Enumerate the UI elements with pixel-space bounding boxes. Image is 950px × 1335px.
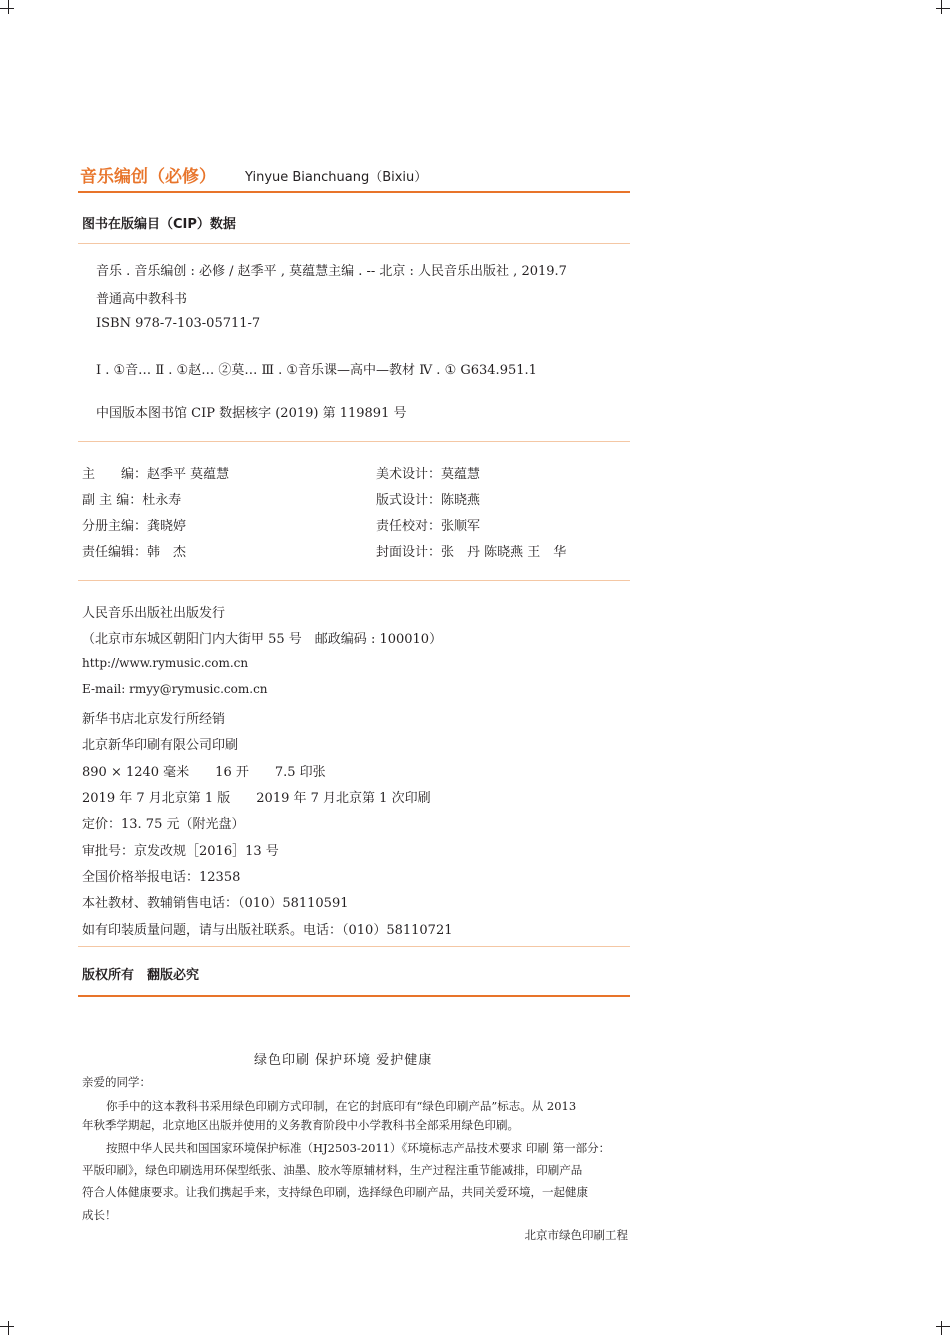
credit-label: 封面设计： [376, 545, 442, 560]
green-printing-line: 符合人体健康要求。让我们携起手来，支持绿色印刷，选择绿色印刷产品，共同关爱环境，一起健康 [82, 1185, 588, 1199]
credit-label: 美术设计： [376, 467, 442, 482]
credit-left-1 [82, 463, 229, 482]
green-printing-line: 年秋季学期起，北京地区出版并使用的义务教育阶段中小学教科书全部采用绿色印刷。 [82, 1118, 519, 1132]
cip-line-2: 普通高中教科书 [96, 292, 188, 307]
credit-value: 赵季平 莫蕴慧 [147, 467, 230, 482]
pub-line-quality-phone: 如有印装质量问题，请与出版社联系。电话：（010）58110721 [82, 923, 453, 938]
cip-line-1: 音乐 . 音乐编创 : 必修 / 赵季平 , 莫蕴慧主编 . -- 北京 : 人民音乐出版社 , 2019.7 [96, 264, 567, 279]
credits-rule [78, 580, 630, 581]
credit-value: 杜永寿 [142, 493, 182, 508]
credit-value: 张顺军 [441, 519, 481, 534]
green-printing-signature: 北京市绿色印刷工程 [524, 1228, 628, 1242]
credit-right-1 [376, 463, 480, 482]
pub-line-approval: 审批号：京发改规［2016］13 号 [82, 844, 279, 859]
crop-mark-bottom-left-h [0, 1326, 14, 1327]
credit-label: 责任编辑： [82, 545, 148, 560]
crop-mark-bottom-left-v [8, 1321, 9, 1335]
rights-rule [78, 995, 630, 997]
pub-line-email: E-mail: rmyy@rymusic.com.cn [82, 682, 268, 696]
book-title-chinese: 音乐编创（必修） [80, 167, 216, 187]
credit-value: 龚晓婷 [147, 519, 187, 534]
crop-mark-top-right-h [936, 8, 950, 9]
credit-value: 张 丹 陈晓燕 王 华 [441, 545, 567, 560]
credit-label: 责任校对： [376, 519, 442, 534]
cip-record: 中国版本图书馆 CIP 数据核字 (2019) 第 119891 号 [96, 406, 407, 421]
pub-line-format: 890 × 1240 毫米 16 开 7.5 印张 [82, 765, 326, 780]
pub-line-edition: 2019 年 7 月北京第 1 版 2019 年 7 月北京第 1 次印刷 [82, 791, 431, 806]
credit-label: 副 主 编： [82, 493, 143, 508]
publication-rule [78, 946, 630, 947]
green-printing-greeting: 亲爱的同学： [82, 1075, 151, 1089]
credit-value: 韩 杰 [147, 545, 187, 560]
pub-line-price-hotline: 全国价格举报电话：12358 [82, 870, 241, 885]
green-printing-line: 成长！ [82, 1208, 117, 1222]
credit-label: 版式设计： [376, 493, 442, 508]
cip-heading: 图书在版编目（CIP）数据 [82, 217, 236, 232]
credit-left-2 [82, 489, 181, 508]
credit-right-4 [376, 541, 566, 560]
credit-label: 主 编： [82, 467, 148, 482]
cip-classification: Ⅰ . ①音… Ⅱ . ①赵… ②莫… Ⅲ . ①音乐课—高中—教材 Ⅳ . ① G634.951.1 [96, 363, 537, 378]
pub-line-address: （北京市东城区朝阳门内大街甲 55 号 邮政编码 : 100010） [82, 632, 443, 647]
pub-line-printer: 北京新华印刷有限公司印刷 [82, 738, 239, 753]
title-rule [78, 191, 630, 193]
credit-right-2 [376, 489, 480, 508]
green-printing-title: 绿色印刷 保护环境 爱护健康 [254, 1053, 433, 1068]
green-printing-line: 按照中华人民共和国国家环境保护标准（HJ2503-2011）《环境标志产品技术要求 印刷 第一部分： [106, 1141, 611, 1155]
crop-mark-top-left-v [8, 0, 9, 14]
pub-line-publisher: 人民音乐出版社出版发行 [82, 606, 226, 621]
pub-line-sales-phone: 本社教材、教辅销售电话：（010）58110591 [82, 896, 349, 911]
cip-rule [78, 441, 630, 442]
pub-line-website: http://www.rymusic.com.cn [82, 656, 249, 670]
credit-left-4 [82, 541, 186, 560]
rights-notice: 版权所有 翻版必究 [82, 968, 200, 983]
cip-isbn: ISBN 978-7-103-05711-7 [96, 316, 261, 331]
book-title-pinyin: Yinyue Bianchuang（Bixiu） [245, 170, 428, 185]
crop-mark-top-right-v [941, 0, 942, 14]
green-printing-line: 你手中的这本教科书采用绿色印刷方式印制，在它的封底印有“绿色印刷产品”标志。从 2013 [106, 1099, 577, 1113]
credit-right-3 [376, 515, 480, 534]
credit-label: 分册主编： [82, 519, 148, 534]
credit-value: 陈晓燕 [441, 493, 481, 508]
pub-line-distributor: 新华书店北京发行所经销 [82, 712, 226, 727]
credit-value: 莫蕴慧 [441, 467, 481, 482]
crop-mark-bottom-right-h [936, 1326, 950, 1327]
credit-left-3 [82, 515, 186, 534]
cip-heading-rule [78, 243, 630, 244]
crop-mark-bottom-right-v [941, 1321, 942, 1335]
crop-mark-top-left-h [0, 8, 14, 9]
pub-line-price: 定价：13. 75 元（附光盘） [82, 817, 245, 832]
green-printing-line: 平版印刷》，绿色印刷选用环保型纸张、油墨、胶水等原辅材料，生产过程注重节能减排，印刷产品 [82, 1163, 583, 1177]
